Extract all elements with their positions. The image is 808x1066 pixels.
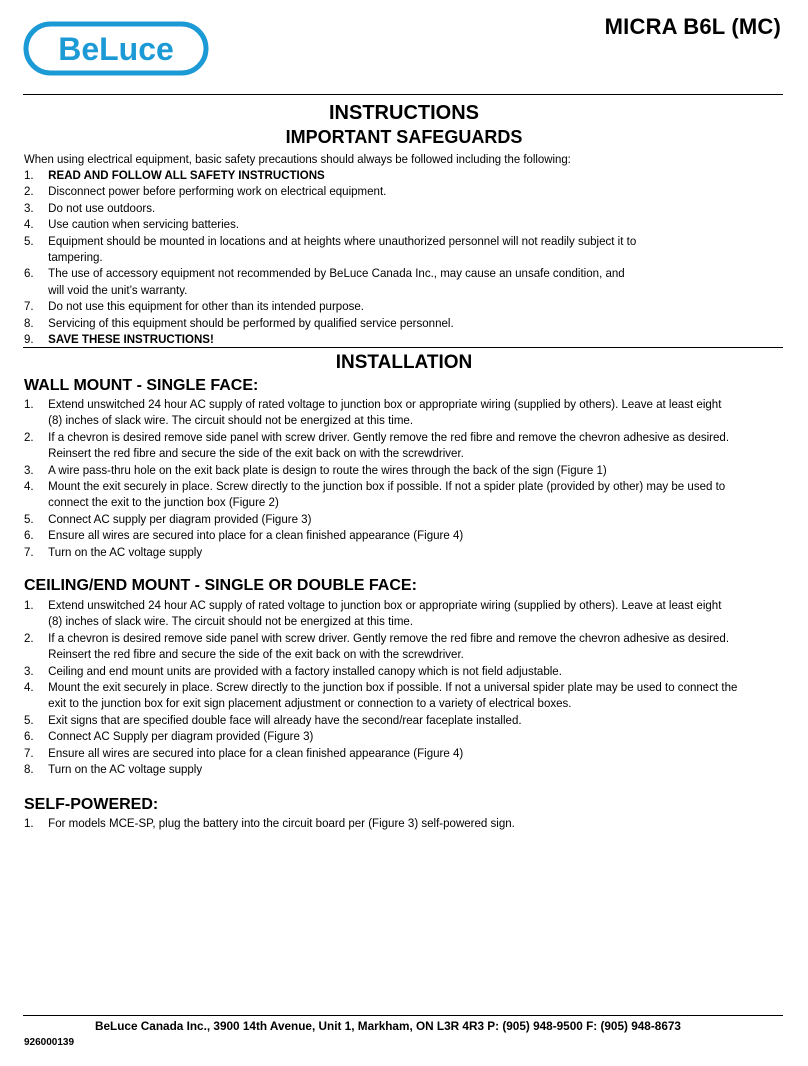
divider [23,94,783,95]
list-item [24,745,737,761]
list-item [24,200,636,216]
self-powered-heading: SELF-POWERED: [24,796,159,813]
list-item [24,527,729,543]
divider [23,347,783,348]
installation-title: INSTALLATION [335,352,473,373]
item-text: Equipment should be mounted in locations and at heights where unauthorized personnel will not readily subject it to [48,233,637,248]
item-text: The use of accessory equipment not recommended by BeLuce Canada Inc., may cause an unsafe condition, and [48,266,625,281]
item-text: Disconnect power before performing work on electrical equipment. [48,184,387,199]
list-item [24,183,636,199]
list-item [24,462,729,478]
list-item [24,597,737,630]
list-item [24,511,729,527]
list-item [24,712,737,728]
item-number: 6. [24,729,34,744]
item-text: Ensure all wires are secured into place for a clean finished appearance (Figure 4) [48,528,464,543]
item-number: 2. [24,630,34,645]
item-text: tampering. [48,250,103,265]
item-text: Exit signs that are specified double face will already have the second/rear faceplate installed. [48,712,522,727]
item-text: READ AND FOLLOW ALL SAFETY INSTRUCTIONS [48,168,325,182]
item-number: 1. [24,168,34,182]
item-text: Turn on the AC voltage supply [48,544,203,559]
item-number: 2. [24,184,34,199]
item-text: Do not use this equipment for other than its intended purpose. [48,299,365,314]
item-text: Ceiling and end mount units are provided with a factory installed canopy which is not field adjustable. [48,663,562,678]
item-text: Connect AC Supply per diagram provided (Figure 3) [48,729,314,744]
ceiling-mount-heading: CEILING/END MOUNT - SINGLE OR DOUBLE FACE: [24,577,417,594]
item-number: 1. [24,598,34,612]
list-item [24,396,729,429]
item-text: Ensure all wires are secured into place for a clean finished appearance (Figure 4) [48,745,464,760]
item-text: (8) inches of slack wire. The circuit should not be energized at this time. [48,614,414,629]
item-number: 5. [24,712,34,727]
list-item [24,679,737,712]
item-number: 9. [24,332,34,347]
list-item [24,265,636,298]
item-number: 7. [24,299,34,314]
list-item [24,630,737,663]
page-subtitle: IMPORTANT SAFEGUARDS [285,127,523,147]
model-name: MICRA B6L (MC) [604,14,781,39]
list-item [24,728,737,744]
item-number: 6. [24,528,34,543]
list-item [24,663,737,679]
list-item [24,761,737,777]
item-text: If a chevron is desired remove side panel with screw driver. Gently remove the red fibre and remove the chevron adhesive as desired. [48,630,730,645]
list-item [24,233,636,266]
item-text: will void the unit’s warranty. [48,282,188,297]
item-text: If a chevron is desired remove side panel with screw driver. Gently remove the red fibre and remove the chevron adhesive as desired. [48,429,730,444]
item-text: A wire pass-thru hole on the exit back plate is design to route the wires through the back of the sign (Figure 1) [48,462,607,477]
item-text: (8) inches of slack wire. The circuit should not be energized at this time. [48,413,414,428]
list-item [24,315,636,331]
list-item [24,216,636,232]
self-powered-list [24,815,515,831]
item-text: Do not use outdoors. [48,200,156,215]
logo [23,21,209,76]
item-number: 1. [24,397,34,411]
item-text: connect the exit to the junction box (Figure 2) [48,495,279,510]
list-item [24,167,636,183]
item-number: 4. [24,217,34,232]
item-number: 7. [24,745,34,760]
item-number: 5. [24,511,34,526]
list-item [24,815,515,831]
item-text: Reinsert the red fibre and secure the side of the exit back on with the screwdriver. [48,647,464,662]
divider [23,1015,783,1016]
list-item [24,331,636,347]
ceiling-mount-list [24,597,737,777]
item-number: 8. [24,315,34,330]
wall-mount-list [24,396,729,560]
item-number: 6. [24,266,34,281]
list-item [24,429,729,462]
logo-text: BeLuce [58,31,174,67]
item-number: 4. [24,479,34,494]
item-text: Turn on the AC voltage supply [48,762,203,777]
item-number: 1. [24,816,34,830]
item-text: Mount the exit securely in place. Screw directly to the junction box if possible. If not a spider plate (provided by other) may be used to [48,479,726,494]
item-number: 5. [24,233,34,248]
list-item [24,298,636,314]
item-number: 2. [24,429,34,444]
item-text: Reinsert the red fibre and secure the side of the exit back on with the screwdriver. [48,446,464,461]
document-number: 926000139 [24,1037,75,1048]
safeguards-list [24,167,636,347]
wall-mount-heading: WALL MOUNT - SINGLE FACE: [24,377,259,394]
item-number: 3. [24,462,34,477]
item-text: Extend unswitched 24 hour AC supply of rated voltage to junction box or appropriate wiring (supplied by others). Leave at least eight [48,598,722,612]
item-text: Servicing of this equipment should be performed by qualified service personnel. [48,315,454,330]
list-item [24,544,729,560]
item-number: 3. [24,200,34,215]
item-text: Connect AC supply per diagram provided (Figure 3) [48,511,312,526]
item-text: For models MCE-SP, plug the battery into the circuit board per (Figure 3) self-powered sign. [48,816,515,830]
item-number: 8. [24,762,34,777]
item-number: 4. [24,680,34,695]
intro-text: When using electrical equipment, basic safety precautions should always be followed including the following: [24,152,571,166]
item-text: SAVE THESE INSTRUCTIONS! [48,332,214,347]
item-text: Mount the exit securely in place. Screw directly to the junction box if possible. If not a universal spider plate may be used to connect the [48,680,738,695]
list-item [24,478,729,511]
item-number: 7. [24,544,34,559]
item-text: Extend unswitched 24 hour AC supply of rated voltage to junction box or appropriate wiring (supplied by others). Leave at least eight [48,397,722,411]
footer-address: BeLuce Canada Inc., 3900 14th Avenue, Unit 1, Markham, ON L3R 4R3 P: (905) 948-9500 F: (905) 948-8673 [95,1019,681,1033]
item-text: exit to the junction box for exit sign placement adjustment or connection to a variety of electrical boxes. [48,696,572,711]
item-text: Use caution when servicing batteries. [48,217,240,232]
page-title: INSTRUCTIONS [329,102,479,124]
item-number: 3. [24,663,34,678]
